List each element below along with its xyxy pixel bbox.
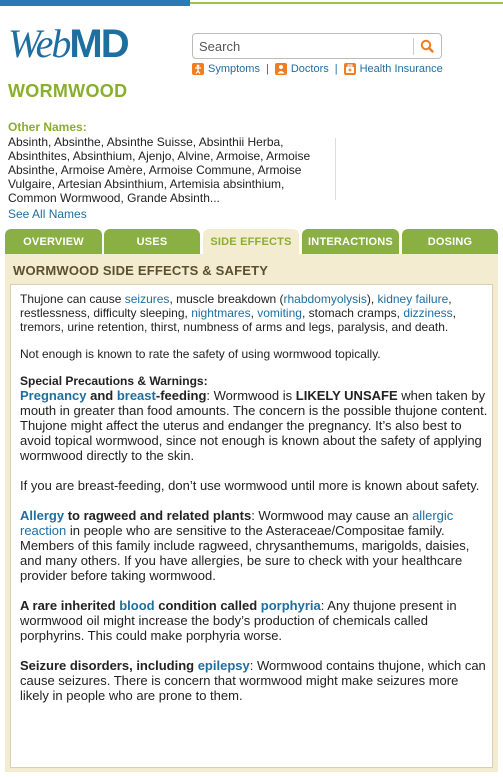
tab-bar — [5, 229, 498, 254]
intro-paragraph — [20, 292, 490, 334]
logo-web-text: Web — [8, 21, 70, 66]
quick-links — [192, 62, 443, 76]
text-span: -feeding — [155, 388, 207, 403]
panel-title: WORMWOOD SIDE EFFECTS & SAFETY — [13, 263, 269, 278]
text-span: , restlessness, difficulty sleeping, — [20, 292, 452, 320]
top-accent-bar — [0, 0, 503, 6]
blood-link[interactable]: blood — [119, 598, 155, 613]
logo-md-text: MD — [69, 22, 128, 66]
insurance-icon — [344, 63, 356, 75]
precautions-heading: Special Precautions & Warnings: — [20, 374, 208, 388]
kidney-failure-link[interactable]: kidney failure — [377, 292, 449, 306]
pregnancy-paragraph — [20, 388, 490, 463]
text-span: : Wormwood contains thujone, which can cause seizures. There is concern that wormwood might make seizures more likely in people who are prone to them. — [20, 658, 486, 703]
symptoms-link[interactable]: Symptoms — [208, 63, 260, 75]
text-span: and — [86, 388, 117, 403]
text-span: , — [250, 306, 258, 320]
person-icon — [192, 63, 204, 75]
text-span: Seizure disorders, including — [20, 658, 198, 673]
allergy-link[interactable]: Allergy — [20, 508, 65, 523]
side-effects-content — [20, 292, 490, 703]
webmd-logo[interactable] — [8, 22, 128, 66]
seizures-link[interactable]: seizures — [124, 292, 170, 306]
tab-dosing[interactable]: DOSING — [402, 229, 498, 254]
doctor-icon — [275, 63, 287, 75]
nightmares-link[interactable]: nightmares — [191, 306, 251, 320]
topical-paragraph: Not enough is known to rate the safety of using wormwood topically. — [20, 347, 381, 361]
likely-unsafe-text: LIKELY UNSAFE — [295, 388, 398, 403]
top-accent-green — [190, 2, 503, 4]
tab-uses[interactable]: USES — [104, 229, 200, 254]
seizure-paragraph — [20, 658, 490, 703]
allergic-reaction-link[interactable]: allergic reaction — [20, 508, 454, 538]
text-span: Thujone can cause — [20, 292, 125, 306]
search-box — [192, 33, 442, 59]
other-names-list: Absinth, Absinthe, Absinthe Suisse, Absinthii Herba, Absinthites, Absinthium, Ajenjo, Alvine, Armoise, Armoise Absinthe, Armoise Amère, Armoise Commune, Armoise Vulgaire, Artesian Absinthium, Artemisia absinthium, Common Wormwood, Grande Absinth... — [8, 135, 311, 205]
link-separator: | — [265, 63, 269, 75]
breastfeeding-paragraph: If you are breast-feeding, don’t use wormwood until more is known about safety. — [20, 478, 480, 493]
see-all-names-link[interactable]: See All Names — [8, 207, 87, 221]
doctors-link[interactable]: Doctors — [290, 63, 329, 75]
breast-link[interactable]: breast — [116, 388, 156, 403]
text-span: : Wormwood may cause an — [251, 508, 413, 523]
search-icon — [417, 37, 437, 55]
text-span: to ragweed and related plants — [64, 508, 252, 523]
rhabdomyolysis-link[interactable]: rhabdomyolysis — [283, 292, 367, 306]
text-span: , tremors, urine retention, thirst, numbness of arms and legs, paralysis, and death. — [20, 306, 457, 334]
page-title: WORMWOOD — [8, 81, 128, 101]
text-span: ), — [366, 292, 378, 306]
text-span: , muscle breakdown ( — [169, 292, 284, 306]
health-insurance-link[interactable]: Health Insurance — [359, 63, 443, 75]
dizziness-link[interactable]: dizziness — [403, 306, 453, 320]
search-divider — [413, 38, 414, 55]
section-divider — [335, 138, 336, 200]
tab-overview[interactable]: OVERVIEW — [5, 229, 102, 254]
text-span: : Wormwood is — [206, 388, 296, 403]
vomiting-link[interactable]: vomiting — [257, 306, 302, 320]
other-names-label: Other Names: — [8, 120, 87, 134]
text-span: when taken by mouth in greater than food amounts. The concern is the possible thujone content. Thujone might affect the uterus and endanger the pregnancy. It’s also best to avoid topical wormwood, since not enough is known about the safety of applying wormwood directly to the skin. — [20, 388, 488, 463]
epilepsy-link[interactable]: epilepsy — [197, 658, 250, 673]
top-accent-blue — [0, 0, 190, 6]
other-names-section — [8, 121, 328, 223]
search-input[interactable] — [199, 37, 409, 55]
search-button[interactable] — [417, 37, 437, 55]
side-effects-panel — [5, 254, 498, 772]
tab-side-effects[interactable]: SIDE EFFECTS — [203, 229, 299, 256]
panel-content-box — [10, 284, 493, 768]
text-span: A rare inherited — [20, 598, 120, 613]
tab-interactions[interactable]: INTERACTIONS — [302, 229, 399, 254]
text-span: in people who are sensitive to the Asteraceae/Compositae family. Members of this family include ragweed, chrysanthemums, marigolds, daisies, and many others. If you have allergies, be sure to check with your healthcare provider before taking wormwood. — [20, 523, 470, 583]
text-span: condition called — [154, 598, 261, 613]
allergy-paragraph — [20, 508, 490, 583]
pregnancy-link[interactable]: Pregnancy — [20, 388, 87, 403]
text-span: : Any thujone present in wormwood oil might increase the body’s production of chemicals called porphyrins. This could make porphyria worse. — [20, 598, 457, 643]
porphyria-link[interactable]: porphyria — [260, 598, 321, 613]
porphyria-paragraph — [20, 598, 490, 643]
link-separator: | — [334, 63, 338, 75]
text-span: , stomach cramps, — [301, 306, 404, 320]
